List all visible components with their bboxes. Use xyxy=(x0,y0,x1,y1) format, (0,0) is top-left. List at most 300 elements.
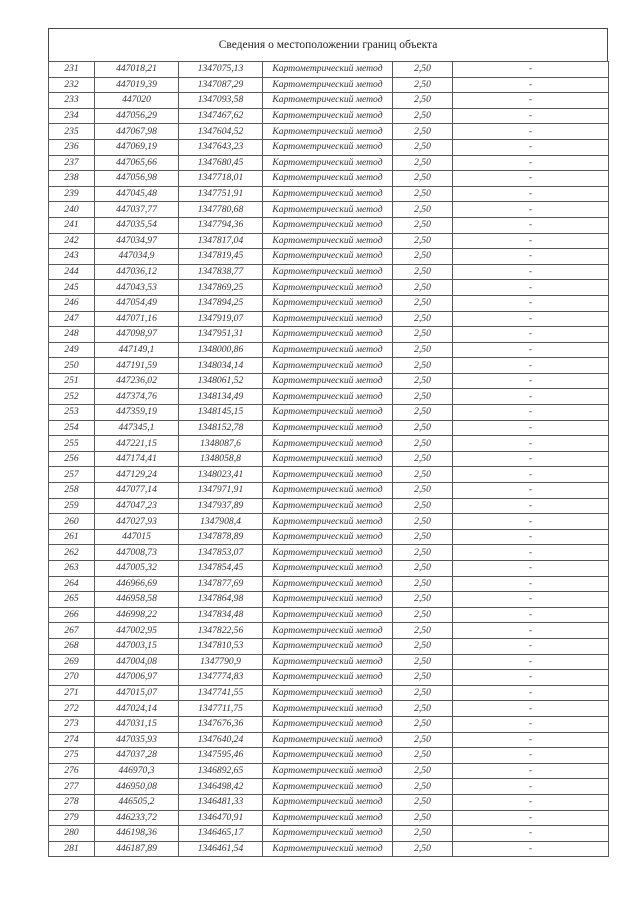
accuracy-cell: 2,50 xyxy=(393,233,453,249)
x-coordinate-cell: 446970,3 xyxy=(95,763,179,779)
point-number-cell: 245 xyxy=(49,280,95,296)
y-coordinate-cell: 1347467,62 xyxy=(179,108,263,124)
y-coordinate-cell: 1348134,49 xyxy=(179,389,263,405)
description-cell: - xyxy=(453,436,609,452)
table-row xyxy=(49,763,609,779)
accuracy-cell: 2,50 xyxy=(393,311,453,327)
y-coordinate-cell: 1347093,58 xyxy=(179,93,263,109)
y-coordinate-cell: 1347854,45 xyxy=(179,561,263,577)
description-cell: - xyxy=(453,389,609,405)
description-cell: - xyxy=(453,77,609,93)
description-cell: - xyxy=(453,327,609,343)
y-coordinate-cell: 1346481,33 xyxy=(179,794,263,810)
table-row xyxy=(49,171,609,187)
accuracy-cell: 2,50 xyxy=(393,638,453,654)
table-row xyxy=(49,467,609,483)
y-coordinate-cell: 1347869,25 xyxy=(179,280,263,296)
y-coordinate-cell: 1347604,52 xyxy=(179,124,263,140)
point-number-cell: 276 xyxy=(49,763,95,779)
table-row xyxy=(49,810,609,826)
point-number-cell: 234 xyxy=(49,108,95,124)
table-row xyxy=(49,405,609,421)
point-number-cell: 256 xyxy=(49,451,95,467)
method-cell: Картометрический метод xyxy=(263,561,393,577)
method-cell: Картометрический метод xyxy=(263,716,393,732)
y-coordinate-cell: 1347838,77 xyxy=(179,264,263,280)
method-cell: Картометрический метод xyxy=(263,529,393,545)
table-row xyxy=(49,576,609,592)
point-number-cell: 272 xyxy=(49,701,95,717)
accuracy-cell: 2,50 xyxy=(393,841,453,857)
accuracy-cell: 2,50 xyxy=(393,249,453,265)
x-coordinate-cell: 446187,89 xyxy=(95,841,179,857)
method-cell: Картометрический метод xyxy=(263,779,393,795)
accuracy-cell: 2,50 xyxy=(393,561,453,577)
x-coordinate-cell: 447077,14 xyxy=(95,483,179,499)
method-cell: Картометрический метод xyxy=(263,763,393,779)
coordinates-table-body xyxy=(49,62,609,857)
y-coordinate-cell: 1348087,6 xyxy=(179,436,263,452)
point-number-cell: 259 xyxy=(49,498,95,514)
description-cell: - xyxy=(453,217,609,233)
point-number-cell: 265 xyxy=(49,592,95,608)
y-coordinate-cell: 1348152,78 xyxy=(179,420,263,436)
description-cell: - xyxy=(453,529,609,545)
x-coordinate-cell: 447018,21 xyxy=(95,62,179,78)
table-row xyxy=(49,373,609,389)
method-cell: Картометрический метод xyxy=(263,498,393,514)
x-coordinate-cell: 446998,22 xyxy=(95,607,179,623)
x-coordinate-cell: 447034,9 xyxy=(95,249,179,265)
point-number-cell: 248 xyxy=(49,327,95,343)
x-coordinate-cell: 447359,19 xyxy=(95,405,179,421)
table-row xyxy=(49,826,609,842)
accuracy-cell: 2,50 xyxy=(393,139,453,155)
y-coordinate-cell: 1347810,53 xyxy=(179,638,263,654)
accuracy-cell: 2,50 xyxy=(393,794,453,810)
point-number-cell: 247 xyxy=(49,311,95,327)
x-coordinate-cell: 447037,77 xyxy=(95,202,179,218)
y-coordinate-cell: 1347937,89 xyxy=(179,498,263,514)
x-coordinate-cell: 447071,16 xyxy=(95,311,179,327)
y-coordinate-cell: 1346465,17 xyxy=(179,826,263,842)
x-coordinate-cell: 447191,59 xyxy=(95,358,179,374)
x-coordinate-cell: 447345,1 xyxy=(95,420,179,436)
table-row xyxy=(49,545,609,561)
point-number-cell: 262 xyxy=(49,545,95,561)
method-cell: Картометрический метод xyxy=(263,670,393,686)
point-number-cell: 236 xyxy=(49,139,95,155)
table-row xyxy=(49,249,609,265)
x-coordinate-cell: 447045,48 xyxy=(95,186,179,202)
point-number-cell: 243 xyxy=(49,249,95,265)
coordinates-table xyxy=(48,61,609,857)
y-coordinate-cell: 1347864,98 xyxy=(179,592,263,608)
accuracy-cell: 2,50 xyxy=(393,451,453,467)
accuracy-cell: 2,50 xyxy=(393,62,453,78)
point-number-cell: 238 xyxy=(49,171,95,187)
point-number-cell: 232 xyxy=(49,77,95,93)
y-coordinate-cell: 1347640,24 xyxy=(179,732,263,748)
x-coordinate-cell: 447015,07 xyxy=(95,685,179,701)
x-coordinate-cell: 447374,76 xyxy=(95,389,179,405)
description-cell: - xyxy=(453,701,609,717)
x-coordinate-cell: 447065,66 xyxy=(95,155,179,171)
table-row xyxy=(49,685,609,701)
accuracy-cell: 2,50 xyxy=(393,748,453,764)
accuracy-cell: 2,50 xyxy=(393,623,453,639)
description-cell: - xyxy=(453,171,609,187)
y-coordinate-cell: 1346470,91 xyxy=(179,810,263,826)
table-row xyxy=(49,451,609,467)
accuracy-cell: 2,50 xyxy=(393,77,453,93)
description-cell: - xyxy=(453,93,609,109)
point-number-cell: 269 xyxy=(49,654,95,670)
point-number-cell: 254 xyxy=(49,420,95,436)
table-row xyxy=(49,748,609,764)
y-coordinate-cell: 1348145,15 xyxy=(179,405,263,421)
method-cell: Картометрический метод xyxy=(263,249,393,265)
accuracy-cell: 2,50 xyxy=(393,420,453,436)
method-cell: Картометрический метод xyxy=(263,108,393,124)
x-coordinate-cell: 447035,93 xyxy=(95,732,179,748)
method-cell: Картометрический метод xyxy=(263,280,393,296)
y-coordinate-cell: 1347894,25 xyxy=(179,295,263,311)
description-cell: - xyxy=(453,779,609,795)
y-coordinate-cell: 1347817,04 xyxy=(179,233,263,249)
accuracy-cell: 2,50 xyxy=(393,171,453,187)
point-number-cell: 281 xyxy=(49,841,95,857)
method-cell: Картометрический метод xyxy=(263,202,393,218)
method-cell: Картометрический метод xyxy=(263,810,393,826)
method-cell: Картометрический метод xyxy=(263,389,393,405)
x-coordinate-cell: 447002,95 xyxy=(95,623,179,639)
y-coordinate-cell: 1348034,14 xyxy=(179,358,263,374)
table-title: Сведения о местоположении границ объекта xyxy=(218,39,438,51)
method-cell: Картометрический метод xyxy=(263,77,393,93)
accuracy-cell: 2,50 xyxy=(393,716,453,732)
x-coordinate-cell: 447034,97 xyxy=(95,233,179,249)
y-coordinate-cell: 1347595,46 xyxy=(179,748,263,764)
point-number-cell: 278 xyxy=(49,794,95,810)
table-row xyxy=(49,670,609,686)
description-cell: - xyxy=(453,763,609,779)
y-coordinate-cell: 1347878,89 xyxy=(179,529,263,545)
point-number-cell: 279 xyxy=(49,810,95,826)
accuracy-cell: 2,50 xyxy=(393,732,453,748)
method-cell: Картометрический метод xyxy=(263,794,393,810)
point-number-cell: 251 xyxy=(49,373,95,389)
description-cell: - xyxy=(453,654,609,670)
table-row xyxy=(49,638,609,654)
table-row xyxy=(49,436,609,452)
table-row xyxy=(49,108,609,124)
accuracy-cell: 2,50 xyxy=(393,436,453,452)
accuracy-cell: 2,50 xyxy=(393,826,453,842)
method-cell: Картометрический метод xyxy=(263,451,393,467)
accuracy-cell: 2,50 xyxy=(393,763,453,779)
description-cell: - xyxy=(453,124,609,140)
method-cell: Картометрический метод xyxy=(263,139,393,155)
table-row xyxy=(49,139,609,155)
y-coordinate-cell: 1347971,91 xyxy=(179,483,263,499)
table-row xyxy=(49,233,609,249)
description-cell: - xyxy=(453,342,609,358)
y-coordinate-cell: 1348058,8 xyxy=(179,451,263,467)
x-coordinate-cell: 446233,72 xyxy=(95,810,179,826)
x-coordinate-cell: 447174,41 xyxy=(95,451,179,467)
point-number-cell: 241 xyxy=(49,217,95,233)
table-row xyxy=(49,779,609,795)
description-cell: - xyxy=(453,186,609,202)
point-number-cell: 267 xyxy=(49,623,95,639)
point-number-cell: 268 xyxy=(49,638,95,654)
point-number-cell: 260 xyxy=(49,514,95,530)
y-coordinate-cell: 1347853,07 xyxy=(179,545,263,561)
accuracy-cell: 2,50 xyxy=(393,576,453,592)
description-cell: - xyxy=(453,467,609,483)
table-row xyxy=(49,202,609,218)
x-coordinate-cell: 447020 xyxy=(95,93,179,109)
accuracy-cell: 2,50 xyxy=(393,529,453,545)
description-cell: - xyxy=(453,264,609,280)
x-coordinate-cell: 447149,1 xyxy=(95,342,179,358)
accuracy-cell: 2,50 xyxy=(393,701,453,717)
table-row xyxy=(49,592,609,608)
table-row xyxy=(49,654,609,670)
table-row xyxy=(49,607,609,623)
description-cell: - xyxy=(453,155,609,171)
accuracy-cell: 2,50 xyxy=(393,467,453,483)
accuracy-cell: 2,50 xyxy=(393,124,453,140)
y-coordinate-cell: 1347822,56 xyxy=(179,623,263,639)
description-cell: - xyxy=(453,561,609,577)
method-cell: Картометрический метод xyxy=(263,327,393,343)
description-cell: - xyxy=(453,483,609,499)
method-cell: Картометрический метод xyxy=(263,342,393,358)
description-cell: - xyxy=(453,295,609,311)
x-coordinate-cell: 447056,98 xyxy=(95,171,179,187)
y-coordinate-cell: 1348023,41 xyxy=(179,467,263,483)
description-cell: - xyxy=(453,139,609,155)
description-cell: - xyxy=(453,405,609,421)
method-cell: Картометрический метод xyxy=(263,124,393,140)
description-cell: - xyxy=(453,249,609,265)
method-cell: Картометрический метод xyxy=(263,732,393,748)
point-number-cell: 237 xyxy=(49,155,95,171)
description-cell: - xyxy=(453,716,609,732)
point-number-cell: 246 xyxy=(49,295,95,311)
method-cell: Картометрический метод xyxy=(263,514,393,530)
method-cell: Картометрический метод xyxy=(263,623,393,639)
method-cell: Картометрический метод xyxy=(263,701,393,717)
accuracy-cell: 2,50 xyxy=(393,514,453,530)
y-coordinate-cell: 1347718,01 xyxy=(179,171,263,187)
x-coordinate-cell: 447056,29 xyxy=(95,108,179,124)
x-coordinate-cell: 447037,28 xyxy=(95,748,179,764)
x-coordinate-cell: 447006,97 xyxy=(95,670,179,686)
point-number-cell: 240 xyxy=(49,202,95,218)
x-coordinate-cell: 447098,97 xyxy=(95,327,179,343)
accuracy-cell: 2,50 xyxy=(393,327,453,343)
method-cell: Картометрический метод xyxy=(263,545,393,561)
x-coordinate-cell: 447031,15 xyxy=(95,716,179,732)
x-coordinate-cell: 447004,08 xyxy=(95,654,179,670)
x-coordinate-cell: 447019,39 xyxy=(95,77,179,93)
table-row xyxy=(49,186,609,202)
y-coordinate-cell: 1347751,91 xyxy=(179,186,263,202)
description-cell: - xyxy=(453,732,609,748)
description-cell: - xyxy=(453,514,609,530)
method-cell: Картометрический метод xyxy=(263,467,393,483)
accuracy-cell: 2,50 xyxy=(393,779,453,795)
description-cell: - xyxy=(453,607,609,623)
y-coordinate-cell: 1348000,86 xyxy=(179,342,263,358)
table-row xyxy=(49,295,609,311)
description-cell: - xyxy=(453,62,609,78)
table-row xyxy=(49,327,609,343)
x-coordinate-cell: 447035,54 xyxy=(95,217,179,233)
table-row xyxy=(49,124,609,140)
table-row xyxy=(49,155,609,171)
table-row xyxy=(49,420,609,436)
table-row xyxy=(49,529,609,545)
point-number-cell: 263 xyxy=(49,561,95,577)
x-coordinate-cell: 447069,19 xyxy=(95,139,179,155)
description-cell: - xyxy=(453,826,609,842)
point-number-cell: 250 xyxy=(49,358,95,374)
method-cell: Картометрический метод xyxy=(263,311,393,327)
table-row xyxy=(49,841,609,857)
point-number-cell: 233 xyxy=(49,93,95,109)
accuracy-cell: 2,50 xyxy=(393,592,453,608)
y-coordinate-cell: 1347819,45 xyxy=(179,249,263,265)
x-coordinate-cell: 447015 xyxy=(95,529,179,545)
accuracy-cell: 2,50 xyxy=(393,93,453,109)
x-coordinate-cell: 447129,24 xyxy=(95,467,179,483)
method-cell: Картометрический метод xyxy=(263,186,393,202)
table-row xyxy=(49,732,609,748)
table-row xyxy=(49,623,609,639)
method-cell: Картометрический метод xyxy=(263,405,393,421)
x-coordinate-cell: 447221,15 xyxy=(95,436,179,452)
description-cell: - xyxy=(453,748,609,764)
description-cell: - xyxy=(453,841,609,857)
point-number-cell: 252 xyxy=(49,389,95,405)
description-cell: - xyxy=(453,451,609,467)
table-row xyxy=(49,342,609,358)
x-coordinate-cell: 447027,93 xyxy=(95,514,179,530)
accuracy-cell: 2,50 xyxy=(393,483,453,499)
x-coordinate-cell: 447008,73 xyxy=(95,545,179,561)
method-cell: Картометрический метод xyxy=(263,217,393,233)
table-row xyxy=(49,701,609,717)
y-coordinate-cell: 1347780,68 xyxy=(179,202,263,218)
y-coordinate-cell: 1347919,07 xyxy=(179,311,263,327)
description-cell: - xyxy=(453,498,609,514)
method-cell: Картометрический метод xyxy=(263,171,393,187)
y-coordinate-cell: 1347741,55 xyxy=(179,685,263,701)
y-coordinate-cell: 1347711,75 xyxy=(179,701,263,717)
x-coordinate-cell: 447003,15 xyxy=(95,638,179,654)
method-cell: Картометрический метод xyxy=(263,607,393,623)
accuracy-cell: 2,50 xyxy=(393,280,453,296)
y-coordinate-cell: 1346892,65 xyxy=(179,763,263,779)
description-cell: - xyxy=(453,794,609,810)
point-number-cell: 258 xyxy=(49,483,95,499)
table-row xyxy=(49,561,609,577)
description-cell: - xyxy=(453,202,609,218)
method-cell: Картометрический метод xyxy=(263,638,393,654)
accuracy-cell: 2,50 xyxy=(393,810,453,826)
point-number-cell: 235 xyxy=(49,124,95,140)
y-coordinate-cell: 1347790,9 xyxy=(179,654,263,670)
y-coordinate-cell: 1346461,54 xyxy=(179,841,263,857)
point-number-cell: 255 xyxy=(49,436,95,452)
document-sheet xyxy=(48,28,608,857)
point-number-cell: 264 xyxy=(49,576,95,592)
y-coordinate-cell: 1347951,31 xyxy=(179,327,263,343)
x-coordinate-cell: 447005,32 xyxy=(95,561,179,577)
table-row xyxy=(49,62,609,78)
table-row xyxy=(49,93,609,109)
table-row xyxy=(49,483,609,499)
point-number-cell: 277 xyxy=(49,779,95,795)
description-cell: - xyxy=(453,233,609,249)
accuracy-cell: 2,50 xyxy=(393,405,453,421)
x-coordinate-cell: 447236,02 xyxy=(95,373,179,389)
description-cell: - xyxy=(453,108,609,124)
y-coordinate-cell: 1347676,36 xyxy=(179,716,263,732)
table-row xyxy=(49,264,609,280)
table-row xyxy=(49,311,609,327)
method-cell: Картометрический метод xyxy=(263,233,393,249)
description-cell: - xyxy=(453,576,609,592)
description-cell: - xyxy=(453,373,609,389)
point-number-cell: 261 xyxy=(49,529,95,545)
description-cell: - xyxy=(453,685,609,701)
description-cell: - xyxy=(453,623,609,639)
description-cell: - xyxy=(453,638,609,654)
accuracy-cell: 2,50 xyxy=(393,186,453,202)
y-coordinate-cell: 1347774,83 xyxy=(179,670,263,686)
y-coordinate-cell: 1347908,4 xyxy=(179,514,263,530)
accuracy-cell: 2,50 xyxy=(393,108,453,124)
method-cell: Картометрический метод xyxy=(263,93,393,109)
point-number-cell: 270 xyxy=(49,670,95,686)
x-coordinate-cell: 447024,14 xyxy=(95,701,179,717)
point-number-cell: 266 xyxy=(49,607,95,623)
accuracy-cell: 2,50 xyxy=(393,545,453,561)
x-coordinate-cell: 447036,12 xyxy=(95,264,179,280)
table-row xyxy=(49,280,609,296)
table-row xyxy=(49,77,609,93)
point-number-cell: 280 xyxy=(49,826,95,842)
x-coordinate-cell: 446958,58 xyxy=(95,592,179,608)
accuracy-cell: 2,50 xyxy=(393,607,453,623)
point-number-cell: 242 xyxy=(49,233,95,249)
point-number-cell: 244 xyxy=(49,264,95,280)
method-cell: Картометрический метод xyxy=(263,420,393,436)
x-coordinate-cell: 447047,23 xyxy=(95,498,179,514)
accuracy-cell: 2,50 xyxy=(393,217,453,233)
table-row xyxy=(49,794,609,810)
accuracy-cell: 2,50 xyxy=(393,373,453,389)
method-cell: Картометрический метод xyxy=(263,358,393,374)
x-coordinate-cell: 447067,98 xyxy=(95,124,179,140)
description-cell: - xyxy=(453,280,609,296)
x-coordinate-cell: 447054,49 xyxy=(95,295,179,311)
